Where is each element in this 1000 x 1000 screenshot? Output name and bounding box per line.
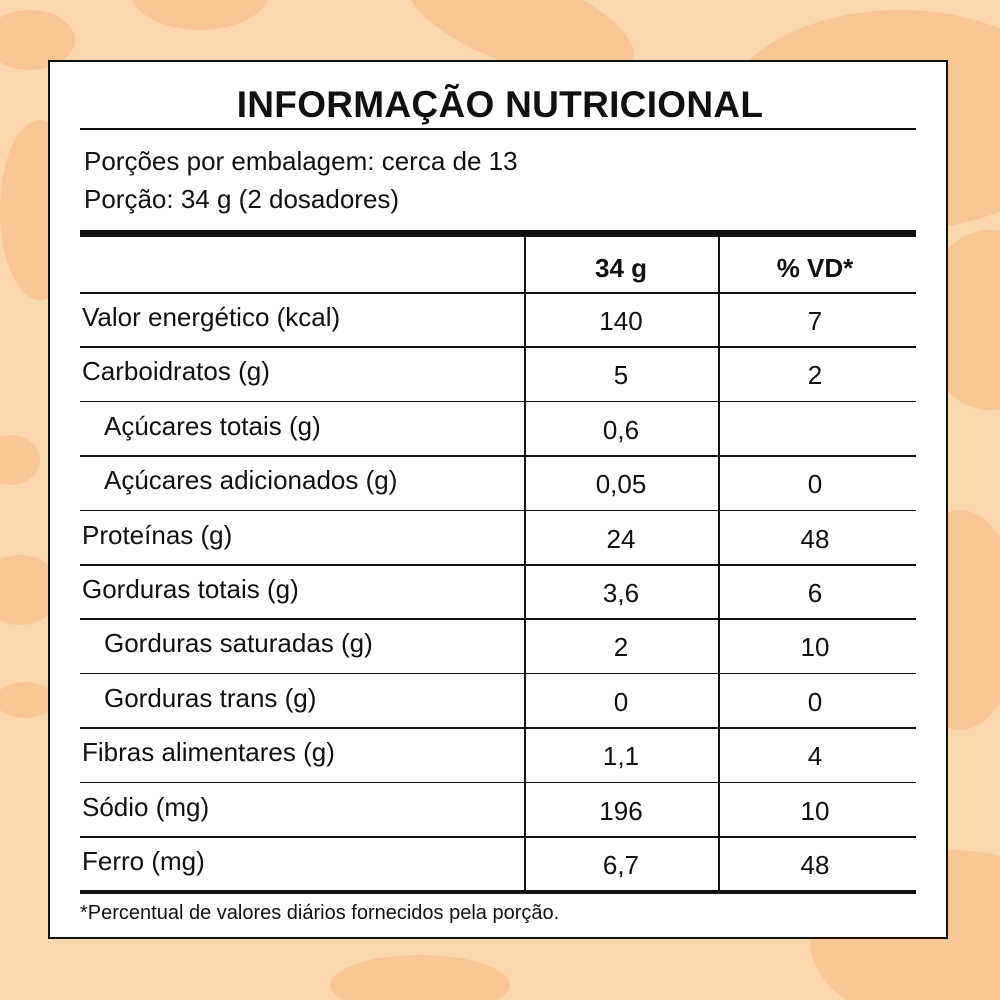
nutrient-name: Fibras alimentares (g) [82,737,335,768]
nutrient-dv: 2 [807,360,823,391]
nutrient-name: Ferro (mg) [82,846,205,876]
column-header-amount: 34 g [594,253,648,283]
nutrient-amount: 0 [613,686,629,717]
nutrient-amount: 0,05 [595,469,647,500]
nutrient-amount: 1,1 [602,741,640,772]
nutrient-dv: 4 [807,741,823,772]
nutrient-name: Açúcares totais (g) [104,410,321,441]
nutrient-dv: 10 [800,632,830,663]
row-divider [80,564,916,566]
footnote: *Percentual de valores diários fornecidos pela porção. [80,902,560,924]
column-divider-dv [718,237,720,890]
nutrient-name: Proteínas (g) [82,519,233,550]
row-divider [80,836,916,838]
title-divider [80,128,916,130]
nutrient-amount: 5 [613,360,629,391]
row-divider [80,510,916,512]
serving-size: Porção: 34 g (2 dosadores) [84,184,400,214]
page-title: INFORMAÇÃO NUTRICIONAL [236,84,764,125]
nutrient-name: Gorduras saturadas (g) [104,628,373,659]
thick-divider-bottom [80,890,916,894]
nutrient-amount: 24 [606,523,636,554]
nutrient-amount: 2 [613,632,629,663]
nutrient-dv: 0 [807,686,823,717]
nutrient-dv: 10 [800,795,830,826]
row-divider [80,782,916,784]
nutrient-name: Valor energético (kcal) [82,302,341,332]
nutrient-amount: 6,7 [602,850,640,880]
column-divider-amount [524,237,526,890]
servings-per-package: Porções por embalagem: cerca de 13 [84,146,518,176]
nutrition-facts-panel [48,60,948,939]
nutrient-name: Carboidratos (g) [82,356,270,387]
row-divider [80,401,916,403]
nutrient-name: Gorduras totais (g) [82,574,299,604]
row-divider [80,455,916,457]
nutrient-amount: 196 [599,795,643,826]
nutrient-dv: 7 [807,306,823,336]
nutrient-amount: 140 [599,306,643,336]
row-divider [80,727,916,729]
nutrient-dv: 48 [800,850,830,880]
nutrient-dv: 0 [807,469,823,500]
row-divider [80,346,916,348]
thick-divider-top [80,230,916,237]
nutrient-dv: 6 [807,578,823,608]
nutrient-amount: 3,6 [602,578,640,608]
row-divider [80,673,916,675]
nutrient-amount: 0,6 [602,414,640,445]
header-divider [80,292,916,294]
column-header-dv: % VD* [776,253,854,283]
nutrient-name: Gorduras trans (g) [104,682,317,713]
nutrient-name: Sódio (mg) [82,791,210,822]
nutrient-dv: 48 [800,523,830,554]
nutrient-name: Açúcares adicionados (g) [104,465,398,496]
row-divider [80,618,916,620]
